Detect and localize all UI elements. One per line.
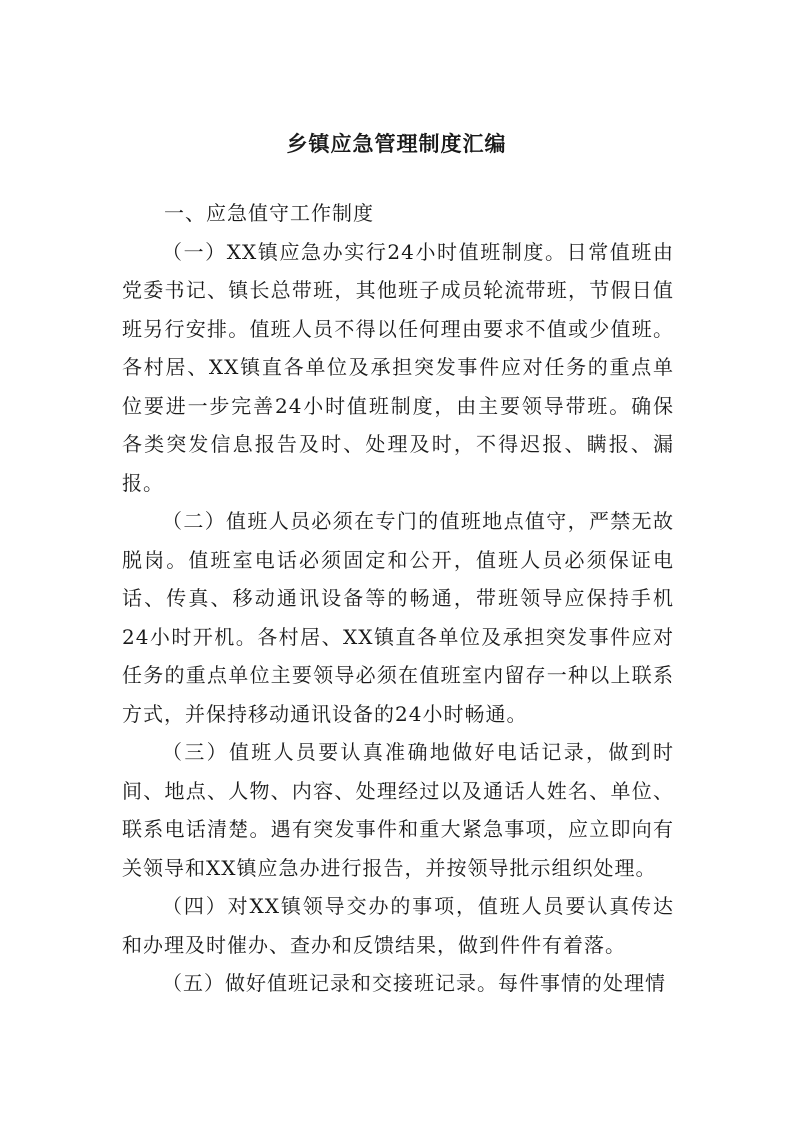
paragraph-1: （一）XX镇应急办实行24小时值班制度。日常值班由党委书记、镇长总带班，其他班子成员轮流带班，节假日值班另行安排。值班人员不得以任何理由要求不值或少值班。各村居、XX镇直各单位及承担突发事件应对任务的重点单位要进一步完善24小时值班制度，由主要领导带班。确保各类突发信息报告及时、处理及时，不得迟报、瞒报、漏报。: [122, 239, 674, 495]
paragraph-5: （五）做好值班记录和交接班记录。每件事情的处理情: [162, 971, 666, 995]
document-body: [122, 194, 674, 1003]
section-heading: 一、应急值守工作制度: [164, 201, 374, 225]
paragraph-4: （四）对XX镇领导交办的事项，值班人员要认真传达和办理及时催办、查办和反馈结果，做到件件有着落。: [122, 894, 674, 957]
paragraph-3: （三）值班人员要认真准确地做好电话记录，做到时间、地点、人物、内容、处理经过以及通话人姓名、单位、联系电话清楚。遇有突发事件和重大紧急事项，应立即向有关领导和XX镇应急办进行报告，并按领导批示组织处理。: [122, 740, 674, 880]
document-title: 乡镇应急管理制度汇编: [286, 131, 507, 156]
paragraph-2: （二）值班人员必须在专门的值班地点值守，严禁无故脱岗。值班室电话必须固定和公开，值班人员必须保证电话、传真、移动通讯设备等的畅通，带班领导应保持手机24小时开机。各村居、XX镇直各单位及承担突发事件应对任务的重点单位主要领导必须在值班室内留存一种以上联系方式，并保持移动通讯设备的24小时畅通。: [122, 509, 674, 726]
